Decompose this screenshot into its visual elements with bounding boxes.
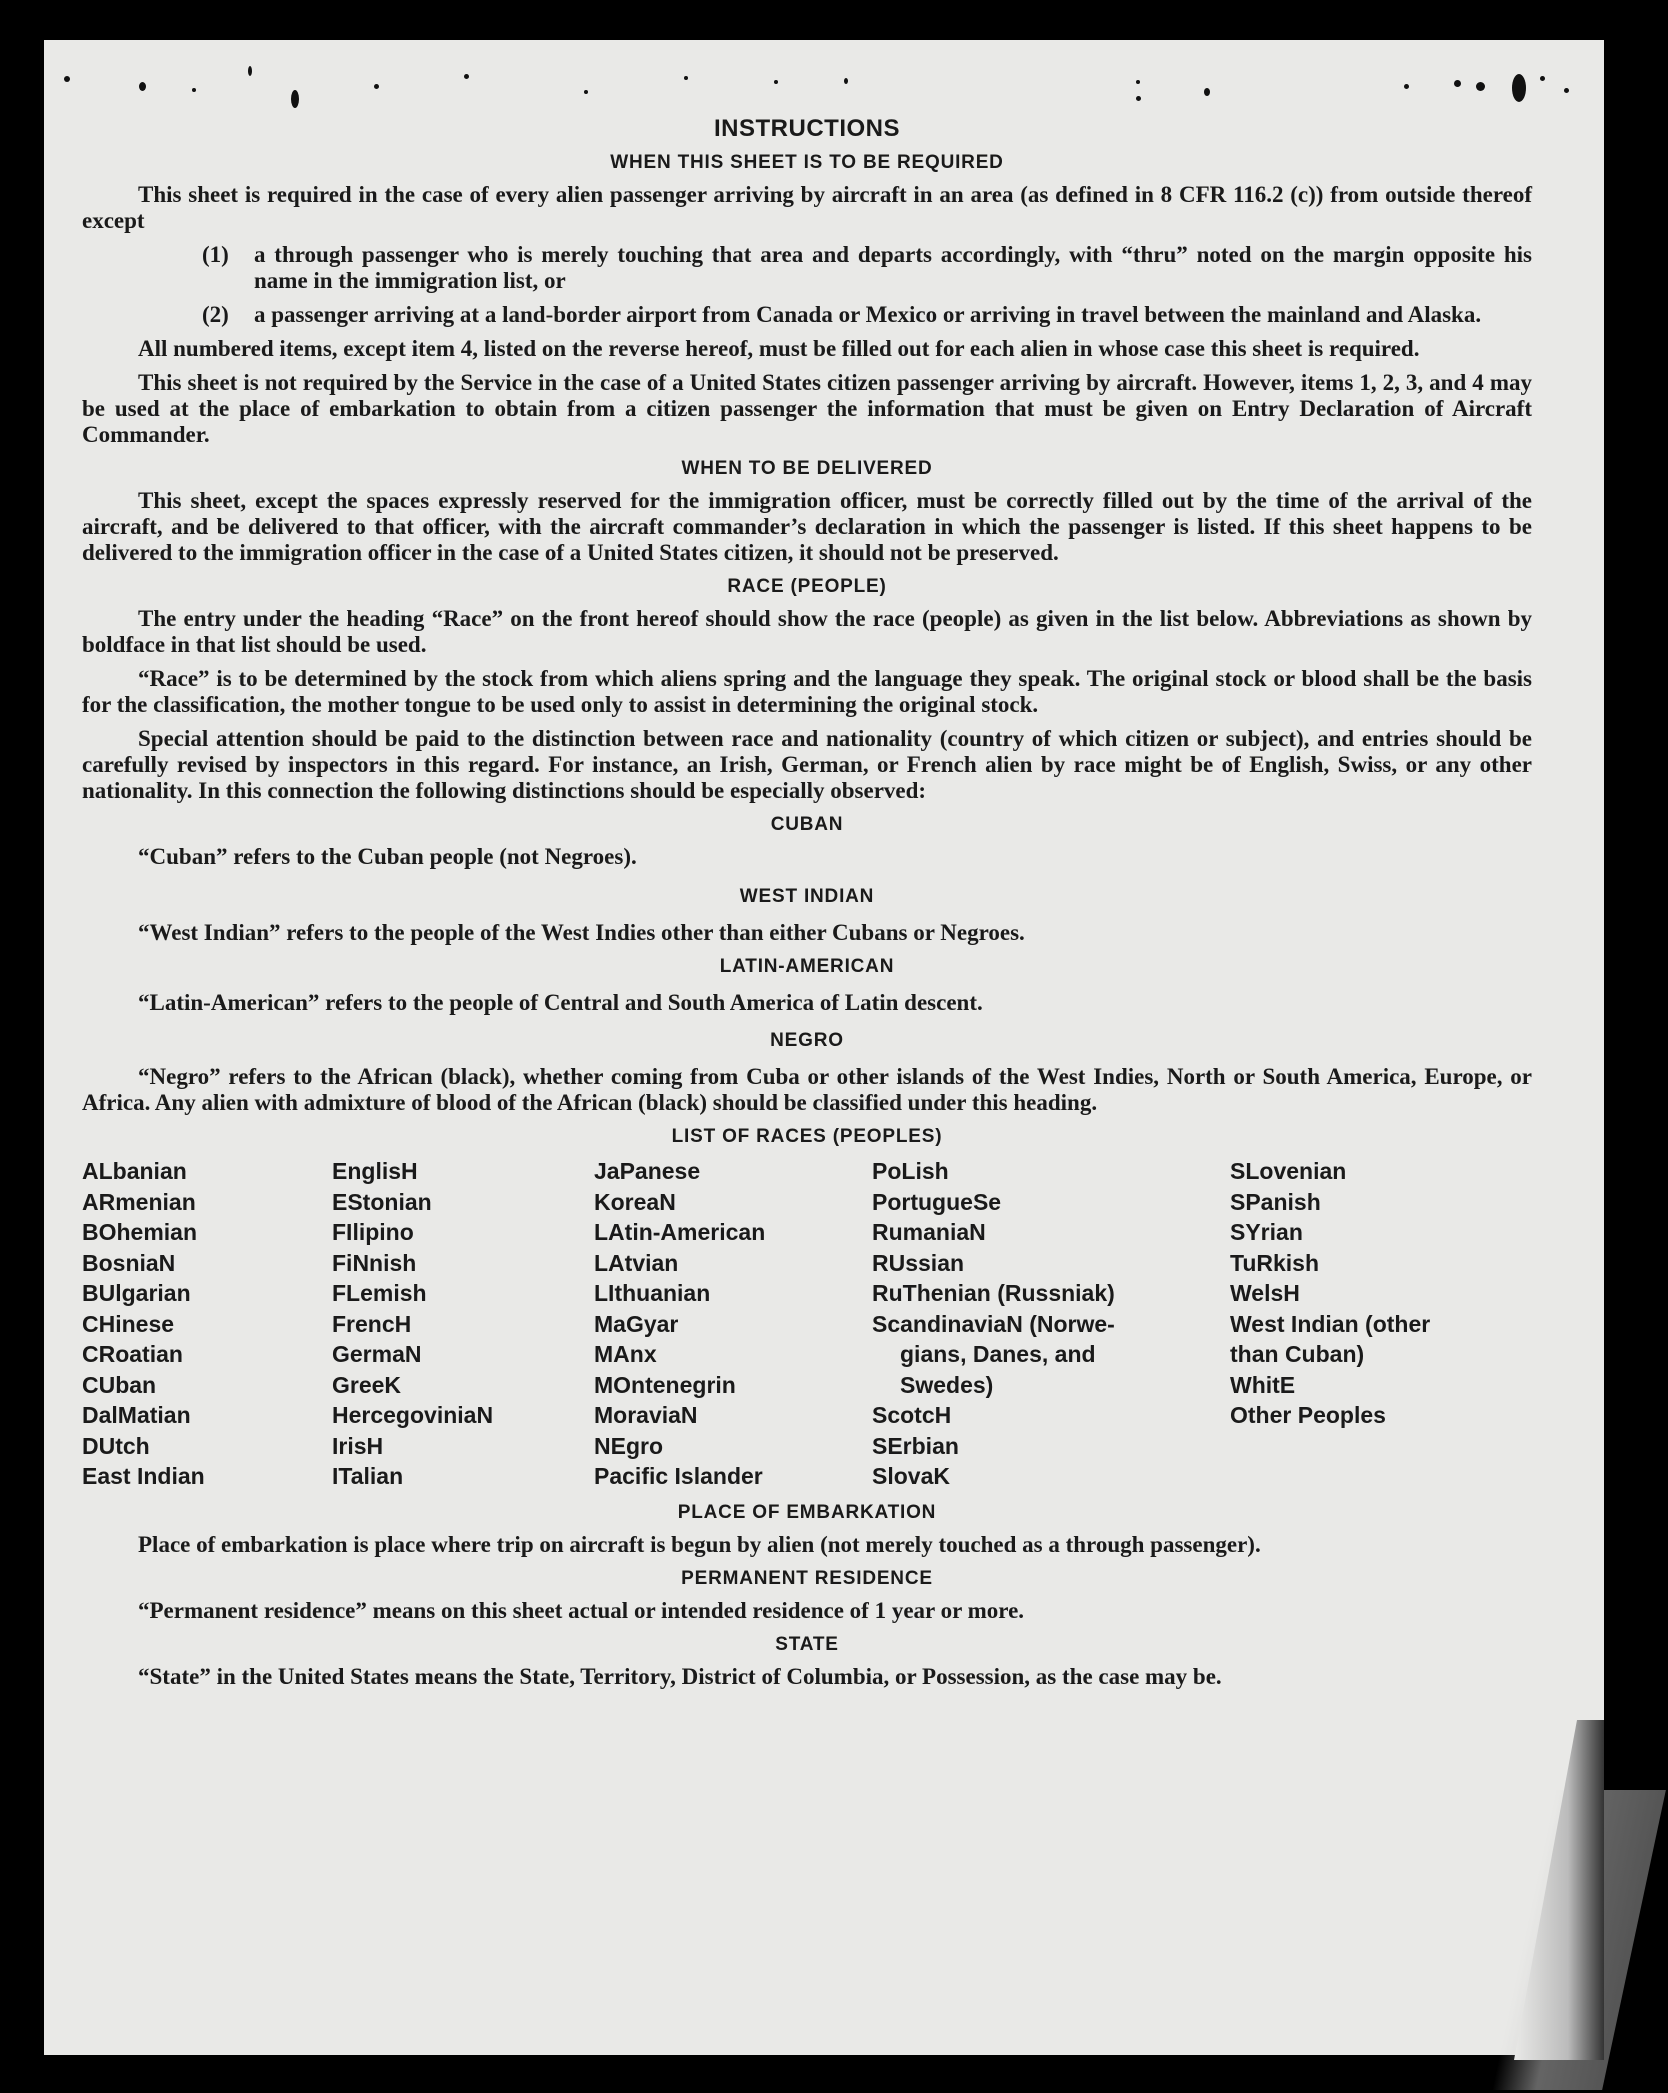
race-entry: IrisH: [332, 1432, 384, 1459]
race-entry: FLemish: [332, 1280, 427, 1306]
para-delivered: This sheet, except the spaces expressly reserved for the immigration officer, must be correctly filled out by the time of the arrival of the aircraft, and be delivered to that officer, with the aircraft commander’s declaration in which the passenger is listed. If this sheet happens to be delivered to the immigration officer in the case of a United States citizen, it should not be preserved.: [82, 488, 1532, 565]
race-entry: ALbanian: [82, 1158, 187, 1184]
race-entry: CUban: [82, 1371, 157, 1398]
race-entry: WelsH: [1230, 1280, 1300, 1306]
race-entry: LIthuanian: [594, 1280, 711, 1306]
race-entry: MaGyar: [594, 1310, 679, 1337]
heading-race: RACE (PEOPLE): [727, 576, 887, 597]
race-entry: DalMatian: [82, 1402, 191, 1428]
race-entry: Pacific Islander: [594, 1463, 763, 1489]
item-text: a through passenger who is merely touching that area and departs accordingly, with “thru” noted on the margin opposite his name in the immigration list, or: [254, 242, 1532, 293]
heading-permanent-residence: PERMANENT RESIDENCE: [681, 1567, 933, 1589]
race-entry: BOhemian: [82, 1219, 198, 1245]
page-curl: [1514, 1720, 1604, 2060]
race-entry: CRoatian: [82, 1341, 183, 1367]
para-numbered-items: All numbered items, except item 4, listed on the reverse hereof, must be filled out for each alien in whose case this sheet is required.: [138, 336, 1420, 361]
race-entry: TuRkish: [1230, 1249, 1320, 1276]
heading-negro: NEGRO: [770, 1030, 844, 1051]
race-entry: KoreaN: [594, 1188, 676, 1215]
race-entry: ARmenian: [82, 1188, 196, 1215]
para-required-intro: This sheet is required in the case of every alien passenger arriving by aircraft in an area (as defined in 8 CFR 116.2 (c)) from outside thereof except: [82, 182, 1532, 233]
para-latin-american: “Latin-American” refers to the people of Central and South America of Latin descent.: [138, 990, 983, 1015]
para-cuban: “Cuban” refers to the Cuban people (not Negroes).: [138, 844, 637, 869]
race-entry: SLovenian: [1230, 1158, 1347, 1184]
heading-when-required: WHEN THIS SHEET IS TO BE REQUIRED: [610, 152, 1004, 173]
race-entry: FiNnish: [332, 1249, 417, 1276]
race-entry: SlovaK: [872, 1463, 950, 1489]
exception-item-1: [82, 242, 1532, 294]
item-number: (1): [202, 242, 229, 267]
para-permanent-residence: “Permanent residence” means on this sheet actual or intended residence of 1 year or more.: [138, 1597, 1025, 1623]
race-entry: SPanish: [1230, 1188, 1321, 1215]
race-entry: CHinese: [82, 1310, 175, 1337]
race-column-1: [82, 1156, 332, 1492]
para-race-2: “Race” is to be determined by the stock from which aliens spring and the language they speak. The original stock or blood shall be the basis for the classification, the mother tongue to be used only to assist in determining the original stock.: [82, 666, 1532, 717]
race-entry: NEgro: [594, 1432, 663, 1459]
race-entry: EStonian: [332, 1188, 432, 1215]
race-entry: gians, Danes, and: [900, 1341, 1096, 1367]
race-entry: MoraviaN: [594, 1402, 698, 1428]
race-entry: PoLish: [872, 1158, 949, 1184]
para-race-3: Special attention should be paid to the distinction between race and nationality (country of which citizen or subject), and entries should be carefully revised by inspectors in this regard. For instance, an Irish, German, or French alien by race might be of English, Swiss, or any other nationality. In this connection the following distinctions should be especially observed:: [82, 726, 1532, 803]
race-entry: LAtin-American: [594, 1219, 766, 1245]
race-entry: GreeK: [332, 1371, 402, 1398]
race-entry: LAtvian: [594, 1249, 679, 1276]
race-column-4: [872, 1156, 1230, 1492]
race-entry: PortugueSe: [872, 1188, 1002, 1215]
instructions-body: [82, 116, 1532, 1698]
para-west-indian: “West Indian” refers to the people of the West Indies other than either Cubans or Negroes.: [138, 920, 1025, 945]
race-entry: EnglisH: [332, 1158, 418, 1184]
race-column-2: [332, 1156, 594, 1492]
race-entry: FIlipino: [332, 1219, 414, 1245]
para-negro: “Negro” refers to the African (black), whether coming from Cuba or other islands of the West Indies, North or South America, Europe, or Africa. Any alien with admixture of blood of the African (black) should be classified under this heading.: [82, 1064, 1532, 1115]
race-entry: GermaN: [332, 1341, 422, 1367]
race-entry: JaPanese: [594, 1158, 701, 1184]
race-entry: FrencH: [332, 1310, 412, 1337]
race-entry: Swedes): [900, 1371, 994, 1398]
race-entry: DUtch: [82, 1432, 150, 1459]
para-race-1: The entry under the heading “Race” on the front hereof should show the race (people) as given in the list below. Abbreviations as shown by boldface in that list should be used.: [82, 606, 1532, 657]
heading-latin-american: LATIN-AMERICAN: [719, 956, 895, 977]
heading-when-delivered: WHEN TO BE DELIVERED: [681, 458, 933, 479]
race-entry: East Indian: [82, 1463, 205, 1489]
race-entry: WhitE: [1230, 1371, 1296, 1398]
page-title: INSTRUCTIONS: [714, 115, 900, 142]
race-entry: SErbian: [872, 1432, 959, 1459]
heading-west-indian: WEST INDIAN: [739, 886, 875, 907]
punch-marks: [64, 60, 1584, 110]
heading-cuban: CUBAN: [770, 814, 844, 835]
race-entry: Other Peoples: [1230, 1402, 1386, 1428]
para-embarkation: Place of embarkation is place where trip on aircraft is begun by alien (not merely touched as a through passenger).: [138, 1531, 1261, 1557]
race-entry: RumaniaN: [872, 1219, 986, 1245]
race-entry: MAnx: [594, 1341, 657, 1367]
race-entry: HercegoviniaN: [332, 1402, 494, 1428]
para-citizen: This sheet is not required by the Service in the case of a United States citizen passenger arriving by aircraft. However, items 1, 2, 3, and 4 may be used at the place of embarkation to obtain from a citizen passenger the information that must be given on Entry Declaration of Aircraft Commander.: [82, 370, 1532, 447]
race-entry: ScandinaviaN (Norwe-: [872, 1310, 1115, 1337]
race-entry: SYrian: [1230, 1219, 1303, 1245]
race-list: [82, 1156, 1532, 1492]
race-entry: MOntenegrin: [594, 1371, 736, 1398]
race-entry: RUssian: [872, 1249, 965, 1276]
item-text: a passenger arriving at a land-border airport from Canada or Mexico or arriving in travel between the mainland and Alaska.: [254, 302, 1482, 327]
exception-item-2: [82, 302, 1532, 328]
race-entry: ScotcH: [872, 1402, 952, 1428]
heading-embarkation: PLACE OF EMBARKATION: [677, 1501, 937, 1523]
race-entry: West Indian (other: [1230, 1310, 1431, 1337]
race-column-3: [594, 1156, 872, 1492]
para-state: “State” in the United States means the State, Territory, District of Columbia, or Possession, as the case may be.: [138, 1663, 1222, 1689]
item-number: (2): [202, 302, 229, 327]
race-column-5: [1230, 1156, 1532, 1492]
race-entry: RuThenian (Russniak): [872, 1280, 1115, 1306]
race-entry: than Cuban): [1230, 1341, 1365, 1367]
race-entry: BUlgarian: [82, 1280, 191, 1306]
heading-state: STATE: [775, 1633, 839, 1655]
heading-list-of-races: LIST OF RACES (PEOPLES): [671, 1126, 943, 1147]
race-entry: BosniaN: [82, 1249, 176, 1276]
race-entry: ITalian: [332, 1463, 404, 1489]
